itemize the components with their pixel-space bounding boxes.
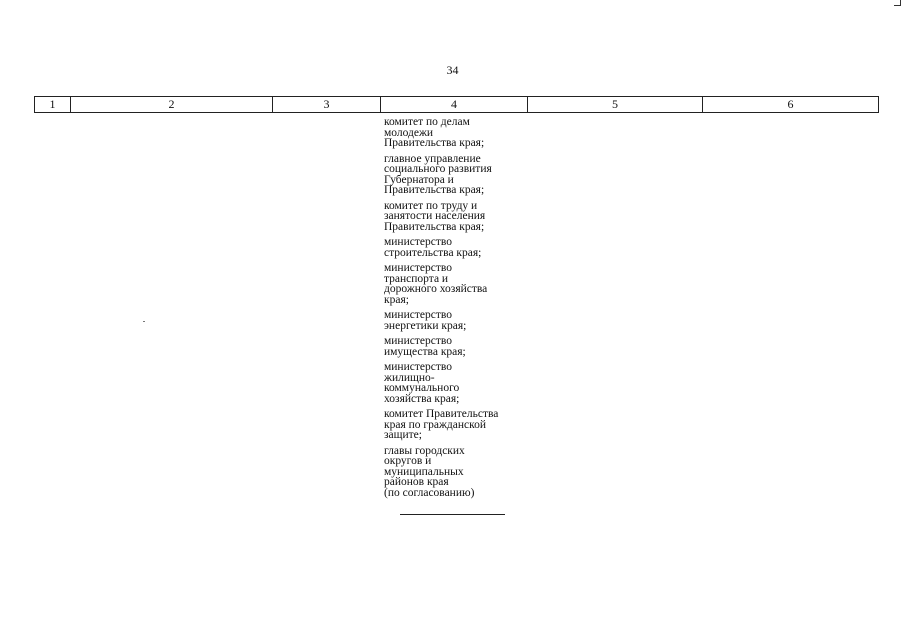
corner-crop-mark — [894, 0, 901, 6]
executor-entry-line: края; — [384, 293, 409, 306]
executor-entry-line: муниципальных — [384, 465, 464, 478]
executor-entry — [384, 362, 524, 404]
column-header-6: 6 — [703, 97, 879, 113]
executor-entry — [384, 336, 524, 357]
executor-entry — [384, 409, 524, 441]
executor-entry-line: социального развития — [384, 163, 492, 175]
executor-entry-line: министерство — [384, 335, 452, 347]
executor-entry-line: министерство — [384, 309, 452, 321]
executor-entry — [384, 263, 524, 305]
executor-entry-line: главы городских — [384, 444, 465, 457]
table-header-row — [35, 97, 879, 113]
executor-entry-line: занятости населения — [384, 210, 486, 222]
executor-list — [384, 117, 524, 503]
executor-entry-line: (по согласованию) — [384, 486, 475, 499]
executor-entry-line: имущества края; — [384, 345, 466, 358]
executor-entry-line: Правительства края; — [384, 137, 485, 149]
column-header-1: 1 — [35, 97, 71, 113]
executor-entry-line: Губернатора и — [384, 173, 454, 186]
executor-entry-line: защите; — [384, 429, 422, 441]
executor-entry-line: строительства края; — [384, 246, 482, 259]
executor-entry-line: края по гражданской — [384, 418, 487, 431]
executor-entry-line: главное управление — [384, 152, 481, 165]
executor-entry-line: хозяйства края; — [384, 392, 460, 405]
column-header-2: 2 — [71, 97, 273, 113]
executor-entry-line: министерство — [384, 236, 452, 248]
executor-entry — [384, 154, 524, 196]
executor-entry — [384, 237, 524, 258]
executor-entry-line: энергетики края; — [384, 319, 467, 332]
executor-entry-line: Правительства края; — [384, 184, 485, 196]
executor-entry-line: районов края — [384, 476, 449, 488]
executor-entry-line: комитет по делам — [384, 116, 470, 128]
page-number: 34 — [446, 63, 459, 77]
column-number-header-table — [34, 96, 879, 113]
executor-entry-line: министерство — [384, 262, 452, 274]
executor-entry-line: транспорта и — [384, 272, 449, 285]
executor-entry-line: Правительства края; — [384, 220, 485, 233]
column-header-3: 3 — [273, 97, 381, 113]
executor-entry — [384, 446, 524, 499]
scan-speck — [143, 321, 145, 322]
column-header-5: 5 — [528, 97, 703, 113]
executor-entry — [384, 310, 524, 331]
executor-entry-line: округов и — [384, 455, 432, 467]
end-of-table-rule — [400, 514, 505, 515]
executor-entry-line: жилищно- — [384, 371, 435, 384]
executor-entry-line: комитет Правительства — [384, 408, 499, 420]
executor-entry — [384, 201, 524, 233]
executor-entry-line: дорожного хозяйства — [384, 283, 488, 295]
executor-entry-line: коммунального — [384, 382, 460, 394]
column-header-4: 4 — [381, 97, 528, 113]
executor-entry-line: молодежи — [384, 126, 434, 139]
executor-entry-line: комитет по труду и — [384, 199, 478, 212]
executor-entry-line: министерство — [384, 361, 452, 373]
executor-entry — [384, 117, 524, 149]
